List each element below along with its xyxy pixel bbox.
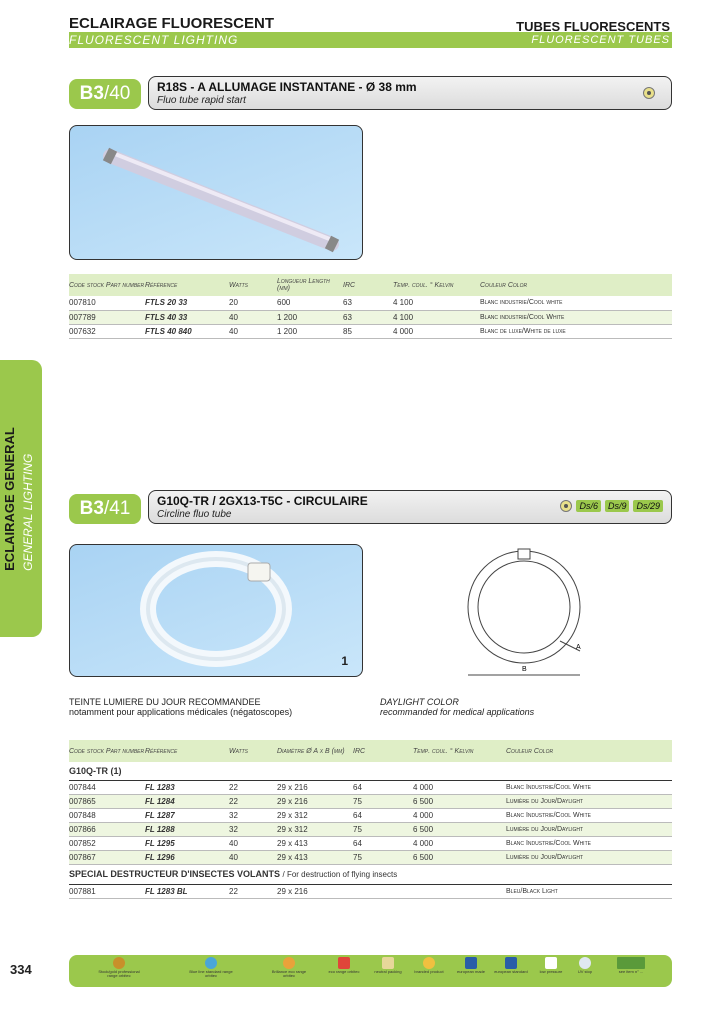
table-cell: Bleu/Black Light <box>506 884 672 898</box>
table-cell: FL 1284 <box>145 794 229 808</box>
table-row <box>69 296 672 310</box>
legend-item: neutral packing <box>366 957 410 974</box>
section2-title: G10Q-TR / 2GX13-T5C - CIRCULAIRE <box>157 494 368 508</box>
legend-item: see item n° ... <box>609 957 653 974</box>
table-cell: 22 <box>229 780 277 794</box>
table-cell: 1 200 <box>277 310 343 324</box>
table-cell: FTLS 20 33 <box>145 296 229 310</box>
side-title: ECLAIRAGE GENERAL <box>2 426 18 571</box>
legend-item: Blue line standard range orbitec <box>189 957 233 979</box>
table-cell: 6 500 <box>413 822 506 836</box>
diagram-label-a: A <box>576 644 581 651</box>
section2-title-box <box>148 490 672 524</box>
table-cell: Watts <box>229 274 277 296</box>
table-cell: 4 000 <box>413 780 506 794</box>
table-cell: 75 <box>353 850 413 864</box>
table-cell: Longueur Length (mm) <box>277 274 343 296</box>
header-right-title: TUBES FLUORESCENTS <box>516 19 670 34</box>
table-cell: 75 <box>353 822 413 836</box>
table-cell: 29 x 413 <box>277 850 353 864</box>
table-cell: 40 <box>229 836 277 850</box>
neutral-packing-icon <box>382 957 394 969</box>
ds-badge: Ds/9 <box>605 500 630 512</box>
group-row <box>69 762 672 780</box>
table-cell: 4 100 <box>393 310 480 324</box>
table-cell: 6 500 <box>413 794 506 808</box>
legend-item: eco range orbitec <box>322 957 366 974</box>
table-cell: 40 <box>229 324 277 338</box>
section2-photo <box>69 544 363 677</box>
table-cell: SPECIAL DESTRUCTEUR D'INSECTES VOLANTS / For destruction of flying insects <box>69 864 672 884</box>
table-cell: FTLS 40 840 <box>145 324 229 338</box>
table-cell: 007848 <box>69 808 145 822</box>
table-cell: IRC <box>343 274 393 296</box>
table-cell: 007866 <box>69 822 145 836</box>
footer-legend <box>69 955 672 987</box>
table-cell: 64 <box>353 808 413 822</box>
table-cell <box>353 884 413 898</box>
table-cell: FL 1283 BL <box>145 884 229 898</box>
table-cell: 007881 <box>69 884 145 898</box>
table-cell: 007867 <box>69 850 145 864</box>
table-cell: Temp. coul. ° Kelvin <box>393 274 480 296</box>
brillance-icon <box>283 957 295 969</box>
table-row <box>69 822 672 836</box>
section1-title-box <box>148 76 672 110</box>
legend-item: branded product <box>407 957 451 974</box>
table-cell: Code stock Part number <box>69 740 145 762</box>
table-cell: 4 000 <box>413 836 506 850</box>
section2-badges <box>560 500 663 512</box>
table-cell: 20 <box>229 296 277 310</box>
photo-label: 1 <box>341 654 348 668</box>
table-cell: 29 x 312 <box>277 822 353 836</box>
table-cell: 4 000 <box>393 324 480 338</box>
table-cell: Couleur Color <box>506 740 672 762</box>
group-row <box>69 864 672 884</box>
page-number: 334 <box>10 962 32 977</box>
lamp-type-icon <box>643 87 655 99</box>
note-en: DAYLIGHT COLOR recommanded for medical applications <box>380 697 535 717</box>
legend-item: low pressure <box>529 957 573 974</box>
section2-subtitle: Circline fluo tube <box>157 509 232 520</box>
table-cell: 32 <box>229 808 277 822</box>
table-cell: 6 500 <box>413 850 506 864</box>
table-cell: 29 x 312 <box>277 808 353 822</box>
table-cell: 4 100 <box>393 296 480 310</box>
see-item-icon <box>617 957 645 969</box>
table-cell: Blanc Industrie/Cool White <box>506 836 672 850</box>
table-row <box>69 310 672 324</box>
table-row <box>69 808 672 822</box>
table-cell: 29 x 216 <box>277 780 353 794</box>
table-cell: 007810 <box>69 296 145 310</box>
uv-stop-icon <box>579 957 591 969</box>
table-cell <box>413 884 506 898</box>
table-cell: FL 1283 <box>145 780 229 794</box>
table-cell: FL 1296 <box>145 850 229 864</box>
table-row <box>69 780 672 794</box>
legend-item: UV stop <box>563 957 607 974</box>
table-cell: Diamètre Ø A x B (mm) <box>277 740 353 762</box>
table-cell: 40 <box>229 310 277 324</box>
table-cell: 007632 <box>69 324 145 338</box>
table-cell: 64 <box>353 780 413 794</box>
table-cell: 29 x 216 <box>277 794 353 808</box>
table-cell: 600 <box>277 296 343 310</box>
legend-item: european made <box>449 957 493 974</box>
table-cell: 22 <box>229 794 277 808</box>
section1-table <box>69 274 672 339</box>
section1-subtitle: Fluo tube rapid start <box>157 95 246 106</box>
eco-icon <box>338 957 350 969</box>
table-cell: 007852 <box>69 836 145 850</box>
table-cell: Couleur Color <box>480 274 672 296</box>
table-cell: Lumière du Jour/Daylight <box>506 850 672 864</box>
european-made-icon <box>465 957 477 969</box>
table-cell: Blanc industrie/Cool white <box>480 296 672 310</box>
table-cell: 75 <box>353 794 413 808</box>
table-cell: 64 <box>353 836 413 850</box>
diagram-label-b: B <box>522 666 527 673</box>
tube-illustration <box>70 126 364 261</box>
table-cell: Référence <box>145 740 229 762</box>
table-cell: FL 1288 <box>145 822 229 836</box>
table-cell: 29 x 413 <box>277 836 353 850</box>
table-cell: 63 <box>343 310 393 324</box>
blue-line-icon <box>205 957 217 969</box>
low-pressure-icon <box>545 957 557 969</box>
table-cell: 22 <box>229 884 277 898</box>
header-left-subtitle: FLUORESCENT LIGHTING <box>69 33 239 47</box>
circular-tube-illustration <box>70 545 364 678</box>
table-row <box>69 836 672 850</box>
table-cell: Code stock Part number <box>69 274 145 296</box>
note-fr: TEINTE LUMIERE DU JOUR RECOMMANDEE notamment pour applications médicales (négatoscopes) <box>69 697 293 717</box>
table-row <box>69 324 672 338</box>
section2-tag: B3 /41 <box>69 494 141 524</box>
table-cell: IRC <box>353 740 413 762</box>
section1-photo <box>69 125 363 260</box>
table-cell: FTLS 40 33 <box>145 310 229 324</box>
side-subtitle: GENERAL LIGHTING <box>21 453 36 571</box>
table-cell: 63 <box>343 296 393 310</box>
header-left-title: ECLAIRAGE FLUORESCENT <box>69 15 275 32</box>
table-cell: Lumière du Jour/Daylight <box>506 822 672 836</box>
table-cell: 29 x 216 <box>277 884 353 898</box>
branded-product-icon <box>423 957 435 969</box>
table-cell: Watts <box>229 740 277 762</box>
table-row <box>69 850 672 864</box>
table-cell: Référence <box>145 274 229 296</box>
table-cell: 4 000 <box>413 808 506 822</box>
table-cell: Temp. coul. ° Kelvin <box>413 740 506 762</box>
lamp-type-icon <box>560 500 572 512</box>
section1-tag: B3 /40 <box>69 79 141 109</box>
table-cell: FL 1295 <box>145 836 229 850</box>
legend-item: european standard <box>489 957 533 974</box>
dimension-diagram <box>462 545 602 685</box>
table-cell: Lumière du Jour/Daylight <box>506 794 672 808</box>
table-cell: 32 <box>229 822 277 836</box>
table-cell: Blanc de luxe/White de luxe <box>480 324 672 338</box>
ds-badge: Ds/6 <box>576 500 601 512</box>
table-cell: Blanc industrie/Cool White <box>480 310 672 324</box>
section1-title: R18S - A ALLUMAGE INSTANTANE - Ø 38 mm <box>157 80 417 94</box>
table-cell: 85 <box>343 324 393 338</box>
section2-table <box>69 740 672 899</box>
european-standard-icon <box>505 957 517 969</box>
ds-badge: Ds/29 <box>633 500 663 512</box>
table-cell: Blanc Industrie/Cool White <box>506 808 672 822</box>
table-row <box>69 884 672 898</box>
legend-item: Brillance eco range orbitec <box>267 957 311 979</box>
table-cell: 007789 <box>69 310 145 324</box>
gold-icon <box>113 957 125 969</box>
table-cell: 40 <box>229 850 277 864</box>
table-cell: 007865 <box>69 794 145 808</box>
header-right-subtitle: FLUORESCENT TUBES <box>531 34 670 46</box>
table-cell: G10Q-TR (1) <box>69 762 672 780</box>
table-cell: 007844 <box>69 780 145 794</box>
legend-item: Stock/gold professional range orbitec <box>97 957 141 979</box>
table-row <box>69 794 672 808</box>
table-cell: FL 1287 <box>145 808 229 822</box>
table-cell: 1 200 <box>277 324 343 338</box>
table-cell: Blanc Industrie/Cool White <box>506 780 672 794</box>
